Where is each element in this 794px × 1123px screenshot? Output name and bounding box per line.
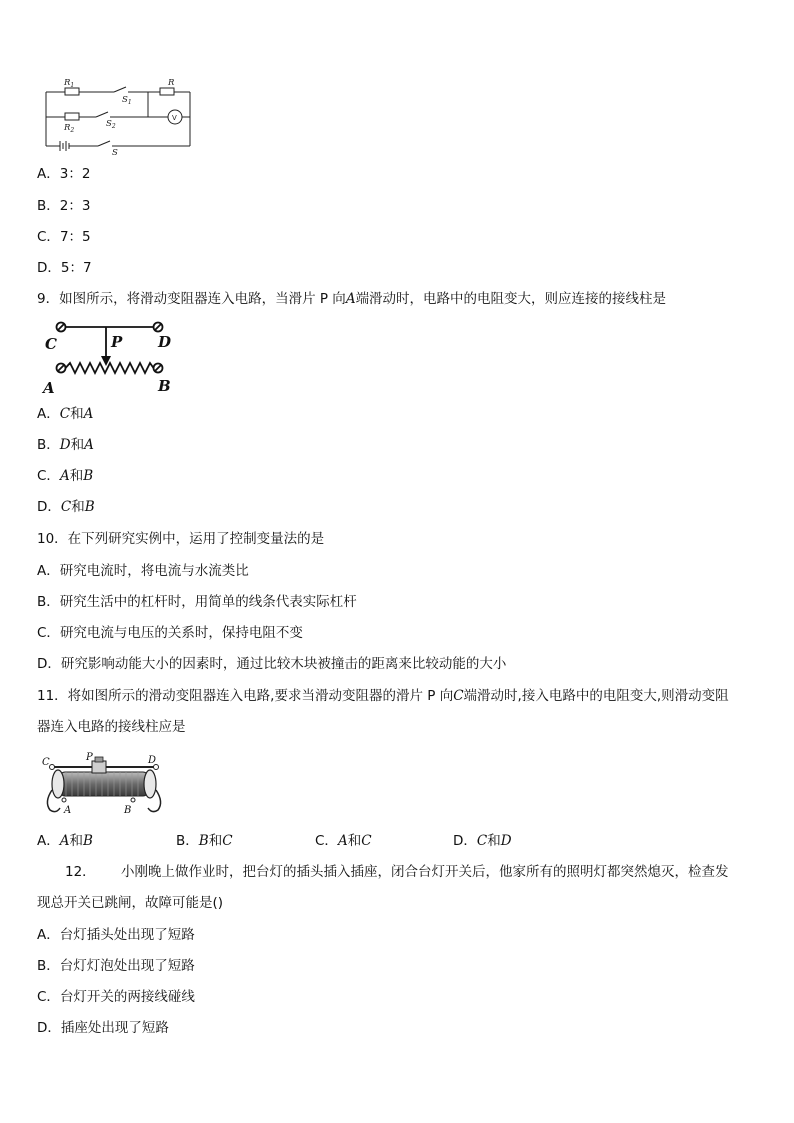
q8-option-b: B．2：3 bbox=[37, 198, 91, 214]
q10-option-c: C．研究电流与电压的关系时，保持电阻不变 bbox=[37, 625, 303, 641]
q12-option-d: D．插座处出现了短路 bbox=[37, 1020, 169, 1036]
q11-stem-line1: 11．将如图所示的滑动变阻器连入电路,要求当滑动变阻器的滑片 P 向C端滑动时,接入电路中的电阻变大,则滑动变阻 bbox=[37, 688, 729, 704]
label-r: R bbox=[168, 78, 175, 88]
label-s1: S bbox=[122, 95, 128, 105]
label-a: A bbox=[64, 805, 72, 816]
rheostat-illustration-q11 bbox=[40, 752, 170, 818]
rheostat-diagram-q9 bbox=[40, 316, 180, 398]
q9-option-b: B．D和A bbox=[37, 437, 94, 453]
q12-stem-line1: 小刚晚上做作业时，把台灯的插头插入插座，闭合台灯开关后，他家所有的照明灯都突然熄灭，检查发 bbox=[121, 864, 729, 880]
q10-option-d: D．研究影响动能大小的因素时，通过比较木块被撞击的距离来比较动能的大小 bbox=[37, 656, 507, 672]
q12-option-a: A．台灯插头处出现了短路 bbox=[37, 927, 195, 943]
q12-number: 12． bbox=[65, 864, 96, 880]
label-r1: R bbox=[64, 78, 71, 88]
label-p: P bbox=[86, 752, 93, 763]
svg-text:R2 bbox=[63, 123, 74, 134]
label-b: B bbox=[158, 377, 171, 395]
label-s2-sub: 2 bbox=[111, 123, 116, 130]
q11-option-d: D．C和D bbox=[453, 833, 512, 849]
q9-option-c: C．A和B bbox=[37, 468, 94, 484]
q11-option-a: A．A和B bbox=[37, 833, 93, 849]
svg-text:R1 bbox=[63, 78, 74, 89]
label-r2: R bbox=[64, 123, 71, 133]
label-d: D bbox=[148, 755, 157, 766]
q8-option-a: A．3：2 bbox=[37, 166, 91, 182]
voltmeter-symbol: V bbox=[172, 114, 177, 122]
q8-option-c: C．7：5 bbox=[37, 229, 91, 245]
label-c: C bbox=[42, 757, 50, 768]
label-s1-sub: 1 bbox=[127, 99, 132, 106]
q10-option-a: A．研究电流时，将电流与水流类比 bbox=[37, 563, 249, 579]
q9-option-d: D．C和B bbox=[37, 499, 95, 515]
svg-text:S2 bbox=[106, 119, 116, 130]
q9-option-a: A．C和A bbox=[37, 406, 94, 422]
q12-option-c: C．台灯开关的两接线碰线 bbox=[37, 989, 195, 1005]
q11-stem-line2: 器连入电路的接线柱应是 bbox=[37, 719, 186, 735]
label-s: S bbox=[112, 148, 118, 156]
circuit-diagram-q8 bbox=[40, 74, 200, 156]
q10-option-b: B．研究生活中的杠杆时，用简单的线条代表实际杠杆 bbox=[37, 594, 357, 610]
label-c: C bbox=[45, 335, 57, 353]
q12-option-b: B．台灯灯泡处出现了短路 bbox=[37, 958, 195, 974]
label-p: P bbox=[111, 333, 123, 351]
label-s2: S bbox=[106, 119, 112, 129]
q11-option-c: C．A和C bbox=[315, 833, 372, 849]
q9-stem: 9．如图所示，将滑动变阻器连入电路，当滑片 P 向A端滑动时，电路中的电阻变大，则应连接的接线柱是 bbox=[37, 291, 667, 307]
q12-stem-line2: 现总开关已跳闸，故障可能是() bbox=[37, 895, 224, 911]
svg-text:S1 bbox=[122, 95, 132, 106]
q11-option-b: B．B和C bbox=[176, 833, 233, 849]
label-r2-sub: 2 bbox=[70, 127, 75, 134]
q10-stem: 10．在下列研究实例中，运用了控制变量法的是 bbox=[37, 531, 325, 547]
q8-option-d: D．5：7 bbox=[37, 260, 92, 276]
label-r1-sub: 1 bbox=[70, 82, 75, 89]
label-a: A bbox=[43, 379, 55, 397]
label-b: B bbox=[124, 805, 132, 816]
label-d: D bbox=[158, 333, 172, 351]
